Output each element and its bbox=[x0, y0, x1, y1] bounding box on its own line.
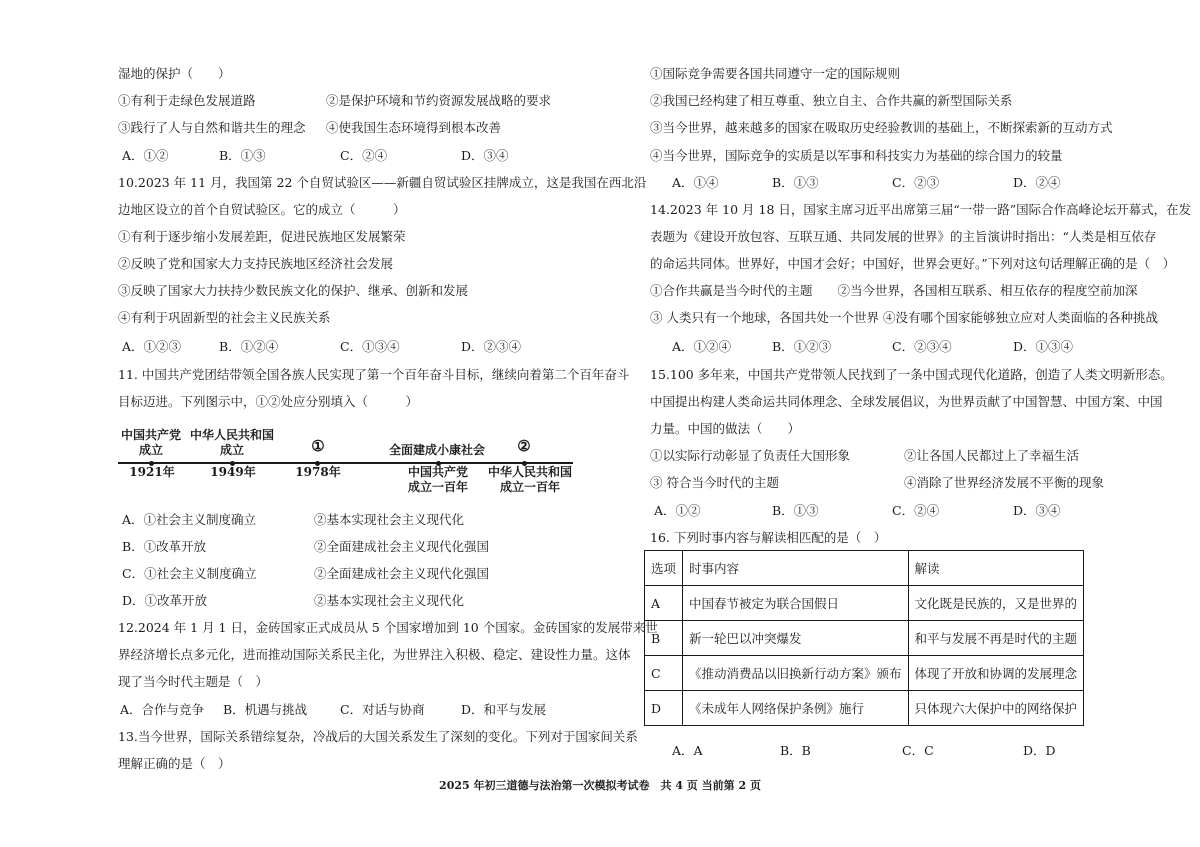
q14-option-b: B．①②③ bbox=[772, 339, 832, 354]
q16-row-b-content: 新一轮巴以冲突爆发 bbox=[683, 621, 909, 656]
q13-statement-1: ①国际竞争需要各国共同遵守一定的国际规则 bbox=[650, 66, 901, 81]
q11-option-d-part1: D．①改革开放 bbox=[122, 593, 208, 608]
timeline-marker-2: ② bbox=[517, 437, 531, 455]
q11-option-a-part2: ②基本实现社会主义现代化 bbox=[314, 512, 465, 527]
q16-table-row bbox=[645, 656, 1084, 691]
page-footer: 2025 年初三道德与法治第一次模拟考试卷 共 4 页 当前第 2 页 bbox=[439, 779, 761, 792]
q12-stem-line1: 12.2024 年 1 月 1 日，金砖国家正式成员从 5 个国家增加到 10 个国家。金砖国家的发展带来世 bbox=[118, 620, 658, 635]
q14-option-c: C．②③④ bbox=[892, 339, 952, 354]
q12-stem-line3: 现了当今时代主题是（ ） bbox=[118, 674, 269, 689]
q11-option-b-part1: B．①改革开放 bbox=[122, 539, 207, 554]
q14-stem-line1: 14.2023 年 10 月 18 日，国家主席习近平出席第三届“一带一路”国际合作高峰论坛开幕式，在发 bbox=[650, 202, 1192, 217]
q9-statement-3: ③践行了人与自然和谐共生的理念 bbox=[118, 120, 306, 135]
q16-row-c-interpretation: 体现了开放和协调的发展理念 bbox=[908, 656, 1084, 691]
q16-option-d: D．D bbox=[1023, 743, 1056, 758]
timeline-bottom-2021-line1: 中国共产党 bbox=[407, 465, 468, 479]
q10-option-d: D．②③④ bbox=[461, 339, 522, 354]
q15-option-c: C．②④ bbox=[892, 503, 940, 518]
q10-stem-line1: 10.2023 年 11 月，我国第 22 个自贸试验区——新疆自贸试验区挂牌成立，这是我国在西北沿 bbox=[118, 175, 647, 190]
q9-statement-4: ④使我国生态环境得到根本改善 bbox=[326, 120, 502, 135]
q11-stem-line1: 11. 中国共产党团结带领全国各族人民实现了第一个百年奋斗目标，继续向着第二个百年奋斗 bbox=[118, 367, 630, 382]
q9-statement-1: ①有利于走绿色发展道路 bbox=[118, 93, 256, 108]
q16-header-option: 选项 bbox=[645, 551, 683, 586]
q11-option-c-part1: C．①社会主义制度确立 bbox=[122, 566, 257, 581]
q16-row-b-label: B bbox=[645, 621, 683, 656]
q16-row-c-content: 《推动消费品以旧换新行动方案》颁布 bbox=[683, 656, 909, 691]
timeline-bottom-2049-line2: 成立一百年 bbox=[499, 480, 560, 494]
q13-option-d: D．②④ bbox=[1013, 175, 1061, 190]
q16-option-c: C．C bbox=[902, 743, 934, 758]
q16-row-d-content: 《未成年人网络保护条例》施行 bbox=[683, 691, 909, 726]
q15-statement-3: ③ 符合当今时代的主题 bbox=[650, 475, 779, 490]
timeline-year-1978: 1978年 bbox=[295, 465, 341, 479]
q10-option-a: A．①②③ bbox=[122, 339, 182, 354]
q16-option-a: A．A bbox=[672, 743, 703, 758]
q15-stem-line1: 15.100 多年来，中国共产党带领人民找到了一条中国式现代化道路，创造了人类文明新形态。 bbox=[650, 367, 1173, 382]
q14-stem-line3: 的命运共同体。世界好，中国才会好；中国好，世界会更好。”下列对这句话理解正确的是（ ） bbox=[650, 256, 1176, 271]
q16-row-a-interpretation: 文化既是民族的，又是世界的 bbox=[908, 586, 1084, 621]
q13-option-a: A．①④ bbox=[672, 175, 719, 190]
q16-table-row bbox=[645, 691, 1084, 726]
q16-table-header-row bbox=[645, 551, 1084, 586]
q16-row-d-interpretation: 只体现六大保护中的网络保护 bbox=[908, 691, 1084, 726]
q16-table bbox=[644, 550, 1084, 726]
timeline-top-1921-line2: 成立 bbox=[138, 443, 163, 457]
q15-statement-2: ②让各国人民都过上了幸福生活 bbox=[904, 448, 1080, 463]
q14-option-d: D．①③④ bbox=[1013, 339, 1074, 354]
timeline-axis bbox=[118, 462, 573, 464]
q15-stem-line3: 力量。中国的做法（ ） bbox=[650, 421, 801, 436]
q11-option-c-part2: ②全面建成社会主义现代化强国 bbox=[314, 566, 490, 581]
q10-option-c: C．①③④ bbox=[340, 339, 400, 354]
timeline-bottom-2021-line2: 成立一百年 bbox=[407, 480, 468, 494]
q9-statement-2: ②是保护环境和节约资源发展战略的要求 bbox=[326, 93, 552, 108]
q15-option-b: B．①③ bbox=[772, 503, 819, 518]
q12-stem-line2: 界经济增长点多元化，进而推动国际关系民主化，为世界注入积极、稳定、建设性力量。这体 bbox=[118, 647, 631, 662]
q9-option-c: C．②④ bbox=[340, 148, 388, 163]
q15-option-a: A．①② bbox=[654, 503, 701, 518]
q9-option-a: A．①② bbox=[122, 148, 169, 163]
q15-statement-4: ④消除了世界经济发展不平衡的现象 bbox=[904, 475, 1105, 490]
timeline-top-1921-line1: 中国共产党 bbox=[120, 428, 181, 442]
q14-stem-line2: 表题为《建设开放包容、互联互通、共同发展的世界》的主旨演讲时指出：“人类是相互依存 bbox=[650, 229, 1157, 244]
q13-option-b: B．①③ bbox=[772, 175, 819, 190]
q12-option-b: B．机遇与挑战 bbox=[223, 702, 308, 717]
q10-stem-line2: 边地区设立的首个自贸试验区。它的成立（ ） bbox=[118, 202, 406, 217]
q12-option-c: C．对话与协商 bbox=[340, 702, 425, 717]
timeline-top-xiaokang: 全面建成小康社会 bbox=[388, 443, 485, 457]
timeline-marker-1: ① bbox=[311, 437, 325, 455]
q13-statement-2: ②我国已经构建了相互尊重、独立自主、合作共赢的新型国际关系 bbox=[650, 93, 1013, 108]
q11-stem-line2: 目标迈进。下列图示中，①②处应分别填入（ ） bbox=[118, 394, 419, 409]
q9-option-d: D．③④ bbox=[461, 148, 509, 163]
q16-row-a-label: A bbox=[645, 586, 683, 621]
q15-statement-1: ①以实际行动彰显了负责任大国形象 bbox=[650, 448, 851, 463]
q10-statement-3: ③反映了国家大力扶持少数民族文化的保护、继承、创新和发展 bbox=[118, 283, 469, 298]
timeline-top-1949-line1: 中华人民共和国 bbox=[189, 428, 274, 442]
q16-row-a-content: 中国春节被定为联合国假日 bbox=[683, 586, 909, 621]
q15-stem-line2: 中国提出构建人类命运共同体理念、全球发展倡议，为世界贡献了中国智慧、中国方案、中国 bbox=[650, 394, 1163, 409]
q16-row-c-label: C bbox=[645, 656, 683, 691]
q10-option-b: B．①②④ bbox=[219, 339, 279, 354]
q13-stem-line2: 理解正确的是（ ） bbox=[118, 756, 231, 771]
timeline-year-1949: 1949年 bbox=[210, 465, 256, 479]
q11-option-a-part1: A．①社会主义制度确立 bbox=[122, 512, 257, 527]
q12-option-a: A．合作与竞争 bbox=[120, 702, 205, 717]
q12-option-d: D．和平与发展 bbox=[461, 702, 547, 717]
q9-option-b: B．①③ bbox=[219, 148, 266, 163]
q14-statements-3-4: ③ 人类只有一个地球，各国共处一个世界 ④没有哪个国家能够独立应对人类面临的各种挑战 bbox=[650, 310, 1158, 325]
timeline-bottom-2049-line1: 中华人民共和国 bbox=[487, 465, 572, 479]
q13-stem-line1: 13.当今世界，国际关系错综复杂，冷战后的大国关系发生了深刻的变化。下列对于国家间关系 bbox=[118, 729, 638, 744]
q11-option-d-part2: ②基本实现社会主义现代化 bbox=[314, 593, 465, 608]
q16-table-row bbox=[645, 586, 1084, 621]
q14-statements-1-2: ①合作共赢是当今时代的主题 ②当今世界，各国相互联系、相互依存的程度空前加深 bbox=[650, 283, 1138, 298]
q11-option-b-part2: ②全面建成社会主义现代化强国 bbox=[314, 539, 490, 554]
q10-statement-4: ④有利于巩固新型的社会主义民族关系 bbox=[118, 310, 331, 325]
q9-stem: 湿地的保护（ ） bbox=[118, 66, 231, 81]
q16-header-content: 时事内容 bbox=[683, 551, 909, 586]
q16-row-b-interpretation: 和平与发展不再是时代的主题 bbox=[908, 621, 1084, 656]
q16-option-b: B．B bbox=[780, 743, 811, 758]
timeline-year-1921: 1921年 bbox=[129, 465, 175, 479]
q13-option-c: C．②③ bbox=[892, 175, 940, 190]
q13-statement-4: ④当今世界，国际竞争的实质是以军事和科技实力为基础的综合国力的较量 bbox=[650, 148, 1063, 163]
q10-statement-1: ①有利于逐步缩小发展差距，促进民族地区发展繁荣 bbox=[118, 229, 406, 244]
q16-row-d-label: D bbox=[645, 691, 683, 726]
q10-statement-2: ②反映了党和国家大力支持民族地区经济社会发展 bbox=[118, 256, 394, 271]
q16-table-row bbox=[645, 621, 1084, 656]
q16-header-interpretation: 解读 bbox=[908, 551, 1084, 586]
q13-statement-3: ③当今世界，越来越多的国家在吸取历史经验教训的基础上，不断探索新的互动方式 bbox=[650, 120, 1113, 135]
q16-stem: 16. 下列时事内容与解读相匹配的是（ ） bbox=[650, 530, 887, 545]
q11-timeline bbox=[118, 426, 588, 498]
q15-option-d: D．③④ bbox=[1013, 503, 1061, 518]
timeline-top-1949-line2: 成立 bbox=[219, 443, 244, 457]
q14-option-a: A．①②④ bbox=[672, 339, 732, 354]
